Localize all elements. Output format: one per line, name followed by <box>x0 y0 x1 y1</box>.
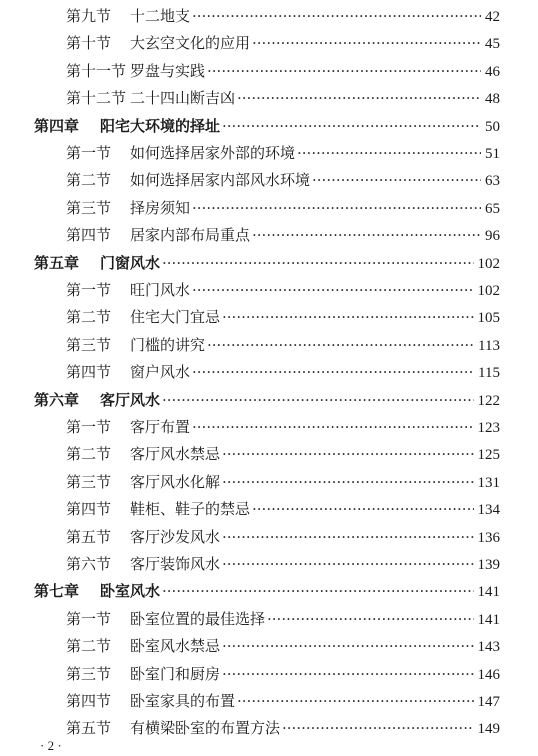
entry-page: 65 <box>485 200 500 217</box>
toc-entry <box>66 444 500 464</box>
toc-entry <box>66 33 500 53</box>
toc-entry <box>66 61 500 81</box>
entry-page: 125 <box>477 447 500 464</box>
toc-entry <box>66 664 500 684</box>
toc-entry <box>66 88 500 108</box>
entry-number: 第四章 <box>34 116 80 135</box>
dot-leader <box>282 718 473 738</box>
entry-page: 139 <box>477 557 500 573</box>
entry-number: 第十节 <box>66 34 112 53</box>
entry-page: 96 <box>485 228 500 245</box>
entry-page: 105 <box>477 310 500 327</box>
dot-leader <box>252 225 481 245</box>
entry-title: 客厅装饰风水 <box>130 555 221 573</box>
dot-leader <box>207 335 474 355</box>
entry-page: 147 <box>477 694 500 710</box>
dot-leader <box>192 417 473 437</box>
dot-leader <box>162 390 473 410</box>
entry-page: 122 <box>477 392 500 409</box>
entry-title: 择房须知 <box>130 198 191 217</box>
entry-title: 鞋柜、鞋子的禁忌 <box>130 500 251 519</box>
dot-leader <box>192 362 474 382</box>
entry-number: 第五章 <box>34 253 80 272</box>
entry-number: 第一节 <box>66 418 112 436</box>
toc-entry <box>66 143 500 163</box>
toc-entry <box>66 362 500 382</box>
entry-title: 旺门风水 <box>130 281 191 299</box>
dot-leader <box>192 280 473 300</box>
dot-leader <box>267 609 473 629</box>
entry-number: 第五节 <box>66 719 112 738</box>
entry-number: 第七章 <box>34 582 80 601</box>
entry-page: 48 <box>485 91 500 108</box>
dot-leader <box>222 527 473 547</box>
dot-leader <box>252 33 481 53</box>
entry-page: 123 <box>477 420 500 436</box>
entry-number: 第四节 <box>66 500 112 519</box>
entry-title: 卧室风水禁忌 <box>130 637 221 656</box>
toc-entry <box>66 472 500 492</box>
entry-number: 第三节 <box>66 472 112 491</box>
entry-title: 客厅风水化解 <box>130 472 221 491</box>
entry-page: 45 <box>485 36 500 53</box>
entry-title: 阳宅大环境的择址 <box>100 116 221 135</box>
entry-number: 第四节 <box>66 692 112 710</box>
entry-number: 第四节 <box>66 226 112 245</box>
entry-number: 第十二节 <box>66 89 127 108</box>
entry-title: 门窗风水 <box>100 253 161 272</box>
toc-entry <box>34 390 500 410</box>
entry-number: 第二节 <box>66 637 112 656</box>
entry-page: 50 <box>485 118 500 135</box>
entry-title: 卧室门和厨房 <box>130 664 221 683</box>
entry-page: 143 <box>477 639 500 656</box>
entry-title: 客厅沙发风水 <box>130 527 221 546</box>
entry-title: 窗户风水 <box>130 363 191 382</box>
entry-page: 46 <box>485 63 500 80</box>
entry-title: 大玄空文化的应用 <box>130 34 251 53</box>
entry-title: 卧室位置的最佳选择 <box>130 609 266 628</box>
toc-entry <box>66 718 500 738</box>
toc-entry <box>66 170 500 190</box>
entry-page: 136 <box>477 529 500 546</box>
entry-number: 第二节 <box>66 308 112 327</box>
entry-title: 客厅风水禁忌 <box>130 445 221 464</box>
toc-entry <box>66 307 500 327</box>
entry-number: 第一节 <box>66 609 112 628</box>
entry-page: 141 <box>477 611 500 628</box>
entry-title: 居家内部布局重点 <box>130 226 251 245</box>
entry-number: 第三节 <box>66 198 112 217</box>
toc-entry <box>66 527 500 547</box>
dot-leader <box>222 307 473 327</box>
dot-leader <box>237 691 473 711</box>
toc-entry <box>66 554 500 574</box>
toc-entry <box>66 636 500 656</box>
dot-leader <box>162 581 473 601</box>
toc-entry <box>66 280 500 300</box>
entry-number: 第三节 <box>66 335 112 354</box>
entry-page: 131 <box>477 474 500 491</box>
entry-number: 第三节 <box>66 664 112 683</box>
entry-title: 罗盘与实践 <box>130 61 206 80</box>
entry-number: 第六节 <box>66 555 112 573</box>
toc-entry <box>34 581 500 601</box>
toc-entry <box>34 253 500 273</box>
toc-entry <box>34 116 500 136</box>
entry-number: 第二节 <box>66 171 112 190</box>
toc-entry <box>66 499 500 519</box>
toc-entry <box>66 609 500 629</box>
toc-entry <box>66 335 500 355</box>
entry-title: 客厅风水 <box>100 390 161 409</box>
entry-page: 149 <box>477 721 500 738</box>
entry-number: 第一节 <box>66 144 112 162</box>
entry-title: 客厅布置 <box>130 418 191 436</box>
page-number: · 2 · <box>40 738 62 753</box>
entry-number: 第五节 <box>66 527 112 546</box>
dot-leader <box>192 6 481 26</box>
entry-title: 住宅大门宜忌 <box>130 308 221 327</box>
dot-leader <box>312 170 481 190</box>
toc-entry <box>66 198 500 218</box>
dot-leader <box>222 554 473 574</box>
entry-page: 42 <box>485 9 500 25</box>
dot-leader <box>207 61 481 81</box>
entry-number: 第四节 <box>66 363 112 382</box>
dot-leader <box>222 472 473 492</box>
dot-leader <box>297 143 481 163</box>
dot-leader <box>162 253 473 273</box>
entry-number: 第二节 <box>66 445 112 464</box>
entry-title: 卧室风水 <box>100 582 161 601</box>
entry-title: 十二地支 <box>130 7 191 25</box>
dot-leader <box>192 198 481 218</box>
entry-page: 141 <box>477 584 500 601</box>
entry-title: 有横梁卧室的布置方法 <box>130 719 281 738</box>
entry-page: 113 <box>478 337 500 354</box>
dot-leader <box>237 88 481 108</box>
entry-number: 第十一节 <box>66 61 127 80</box>
entry-page: 146 <box>477 666 500 683</box>
entry-title: 门槛的讲究 <box>130 335 206 354</box>
entry-title: 如何选择居家外部的环境 <box>130 144 296 162</box>
entry-number: 第一节 <box>66 281 112 299</box>
entry-page: 134 <box>477 502 500 519</box>
entry-number: 第六章 <box>34 390 80 409</box>
entry-page: 51 <box>485 146 500 162</box>
entry-page: 102 <box>477 255 500 272</box>
entry-page: 115 <box>478 365 500 382</box>
toc-entry <box>66 417 500 437</box>
dot-leader <box>222 444 473 464</box>
dot-leader <box>222 116 481 136</box>
toc-entry <box>66 225 500 245</box>
dot-leader <box>252 499 473 519</box>
dot-leader <box>222 664 473 684</box>
toc-entry <box>66 6 500 26</box>
dot-leader <box>222 636 473 656</box>
entry-title: 卧室家具的布置 <box>130 692 236 710</box>
entry-page: 102 <box>477 283 500 299</box>
toc-entry <box>66 691 500 711</box>
entry-page: 63 <box>485 173 500 190</box>
entry-title: 如何选择居家内部风水环境 <box>130 171 311 190</box>
entry-number: 第九节 <box>66 7 112 25</box>
entry-title: 二十四山断吉凶 <box>130 89 236 108</box>
